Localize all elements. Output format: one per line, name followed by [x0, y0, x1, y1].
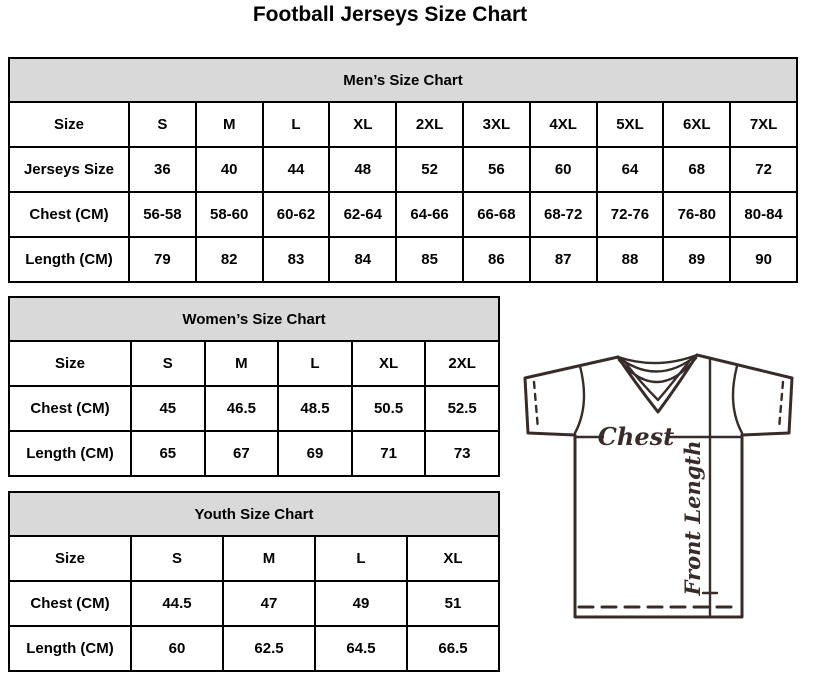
- table-cell: 71: [352, 431, 426, 476]
- column-header: S: [129, 102, 196, 147]
- table-cell: 64-66: [396, 192, 463, 237]
- column-header: M: [223, 536, 315, 581]
- section-title: Women’s Size Chart: [9, 297, 499, 341]
- row-label: Chest (CM): [9, 581, 131, 626]
- table-cell: 67: [205, 431, 279, 476]
- table-cell: 76-80: [663, 192, 730, 237]
- column-header: Size: [9, 341, 131, 386]
- table-row: [9, 192, 797, 237]
- table-row: [9, 581, 499, 626]
- table-cell: 82: [196, 237, 263, 282]
- table-cell: 52.5: [425, 386, 499, 431]
- mens-size-chart-table: [8, 57, 798, 283]
- page-title: Football Jerseys Size Chart: [252, 3, 528, 26]
- table-cell: 60: [530, 147, 597, 192]
- table-cell: 46.5: [205, 386, 279, 431]
- table-cell: 36: [129, 147, 196, 192]
- front-length-label: Front Length: [680, 440, 705, 596]
- row-label: Length (CM): [9, 237, 129, 282]
- table-row: [9, 341, 499, 386]
- table-cell: 51: [407, 581, 499, 626]
- table-cell: 49: [315, 581, 407, 626]
- table-cell: 66-68: [463, 192, 530, 237]
- table-row: [9, 386, 499, 431]
- column-header: L: [315, 536, 407, 581]
- table-cell: 52: [396, 147, 463, 192]
- column-header: XL: [352, 341, 426, 386]
- right-armhole-seam: [733, 366, 742, 433]
- table-cell: 68-72: [530, 192, 597, 237]
- table-cell: 73: [425, 431, 499, 476]
- table-row: [9, 536, 499, 581]
- column-header: Size: [9, 536, 131, 581]
- table-cell: 40: [196, 147, 263, 192]
- table-cell: 87: [530, 237, 597, 282]
- row-label: Chest (CM): [9, 192, 129, 237]
- column-header: S: [131, 536, 223, 581]
- table-cell: 50.5: [352, 386, 426, 431]
- jersey-outline: [525, 355, 792, 617]
- column-header: 2XL: [425, 341, 499, 386]
- table-cell: 64.5: [315, 626, 407, 671]
- column-header: S: [131, 341, 205, 386]
- row-label: Length (CM): [9, 431, 131, 476]
- table-cell: 56-58: [129, 192, 196, 237]
- table-cell: 68: [663, 147, 730, 192]
- table-row: [9, 626, 499, 671]
- column-header: 3XL: [463, 102, 530, 147]
- table-cell: 48: [329, 147, 396, 192]
- column-header: 2XL: [396, 102, 463, 147]
- column-header: L: [263, 102, 330, 147]
- column-header: L: [278, 341, 352, 386]
- right-cuff-dashed-line: [779, 382, 783, 429]
- table-cell: 80-84: [730, 192, 797, 237]
- table-cell: 86: [463, 237, 530, 282]
- table-row: [9, 102, 797, 147]
- table-row: [9, 237, 797, 282]
- row-label: Jerseys Size: [9, 147, 129, 192]
- column-header: Size: [9, 102, 129, 147]
- column-header: 7XL: [730, 102, 797, 147]
- table-cell: 85: [396, 237, 463, 282]
- column-header: 6XL: [663, 102, 730, 147]
- table-cell: 62.5: [223, 626, 315, 671]
- table-cell: 58-60: [196, 192, 263, 237]
- table-cell: 79: [129, 237, 196, 282]
- table-cell: 44.5: [131, 581, 223, 626]
- table-cell: 44: [263, 147, 330, 192]
- table-cell: 89: [663, 237, 730, 282]
- table-row: [9, 147, 797, 192]
- table-cell: 60: [131, 626, 223, 671]
- table-cell: 90: [730, 237, 797, 282]
- table-cell: 56: [463, 147, 530, 192]
- table-cell: 65: [131, 431, 205, 476]
- section-title: Men’s Size Chart: [9, 58, 797, 102]
- table-cell: 72-76: [597, 192, 664, 237]
- column-header: M: [196, 102, 263, 147]
- table-cell: 60-62: [263, 192, 330, 237]
- chest-label: Chest: [597, 422, 675, 451]
- column-header: XL: [407, 536, 499, 581]
- table-cell: 69: [278, 431, 352, 476]
- row-label: Chest (CM): [9, 386, 131, 431]
- table-cell: 83: [263, 237, 330, 282]
- table-cell: 72: [730, 147, 797, 192]
- table-row: [9, 431, 499, 476]
- womens-size-chart-table: [8, 296, 500, 477]
- table-cell: 64: [597, 147, 664, 192]
- youth-size-chart-table: [8, 491, 500, 672]
- left-cuff-dashed-line: [534, 382, 538, 429]
- table-cell: 66.5: [407, 626, 499, 671]
- column-header: 4XL: [530, 102, 597, 147]
- jersey-measurement-diagram: [508, 330, 808, 642]
- row-label: Length (CM): [9, 626, 131, 671]
- column-header: M: [205, 341, 279, 386]
- table-cell: 48.5: [278, 386, 352, 431]
- table-cell: 45: [131, 386, 205, 431]
- column-header: XL: [329, 102, 396, 147]
- table-cell: 88: [597, 237, 664, 282]
- section-title: Youth Size Chart: [9, 492, 499, 536]
- table-cell: 62-64: [329, 192, 396, 237]
- column-header: 5XL: [597, 102, 664, 147]
- table-cell: 47: [223, 581, 315, 626]
- table-cell: 84: [329, 237, 396, 282]
- left-armhole-seam: [575, 366, 584, 433]
